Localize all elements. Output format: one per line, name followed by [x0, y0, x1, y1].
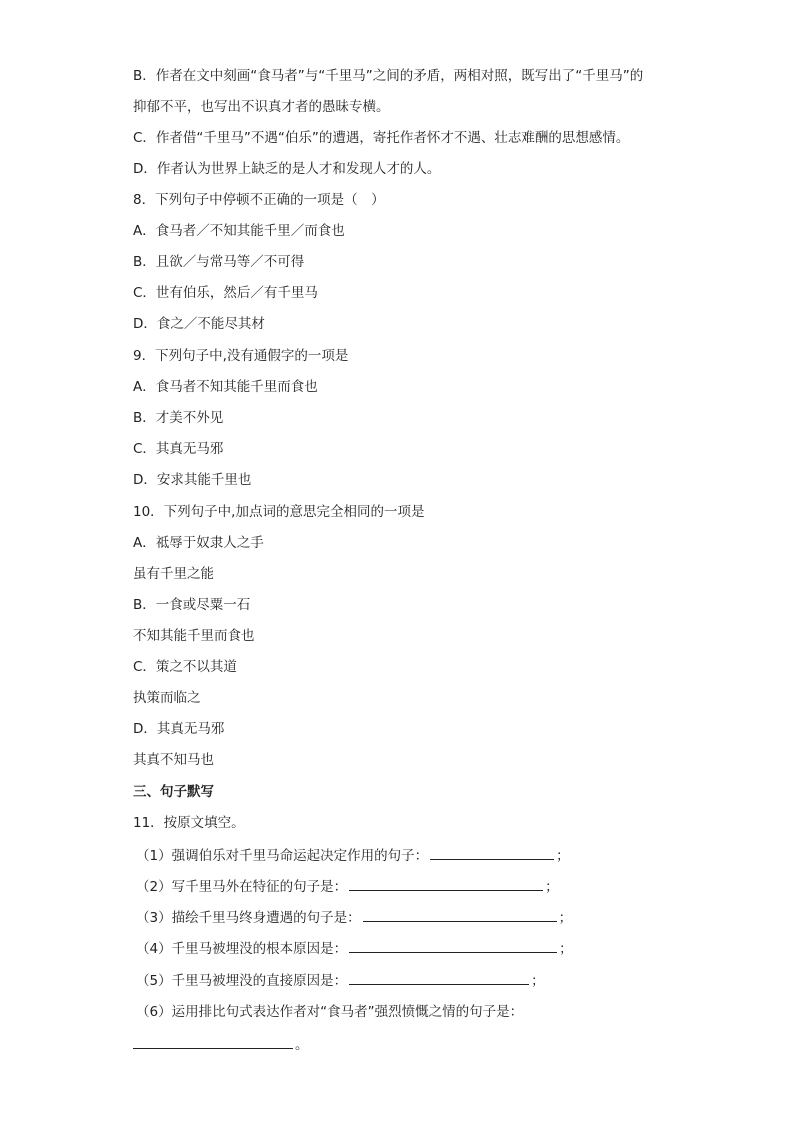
- q10-option-b-line2: 不知其能千里而食也: [133, 628, 255, 644]
- fill-item-end: ；: [558, 910, 573, 926]
- fill-item-label: （6）运用排比句式表达作者对“食马者”强烈愤慨之情的句子是：: [136, 1004, 524, 1020]
- q8-option-d: D．食之／不能尽其材: [133, 316, 265, 332]
- q7-option-c: C．作者借“千里马”不遇“伯乐”的遭遇，寄托作者怀才不遇、壮志难酬的思想感情。: [133, 130, 630, 146]
- fill-item-2: [136, 876, 559, 897]
- q9-option-c: C．其真无马邪: [133, 441, 224, 457]
- q8-option-c: C．世有伯乐，然后／有千里马: [133, 285, 318, 301]
- fill-item-label: （4）千里马被埋没的根本原因是：: [136, 941, 348, 957]
- q10-stem: 10．下列句子中,加点词的意思完全相同的一项是: [133, 504, 425, 520]
- q7-option-b-line1: B．作者在文中刻画“食马者”与“千里马”之间的矛盾，两相对照，既写出了“千里马”的: [133, 68, 644, 84]
- q11-stem: 11．按原文填空。: [133, 815, 245, 831]
- fill-item-label: （1）强调伯乐对千里马命运起决定作用的句子：: [136, 848, 429, 864]
- fill-item-label: （5）千里马被埋没的直接原因是：: [136, 973, 348, 989]
- q8-option-a: A．食马者／不知其能千里／而食也: [133, 223, 345, 239]
- q7-option-d: D．作者认为世界上缺乏的是人才和发现人才的人。: [133, 161, 441, 177]
- q8-option-b: B．且欲／与常马等／不可得: [133, 254, 305, 270]
- answer-blank[interactable]: [363, 907, 557, 922]
- q10-option-d-line1: D．其真无马邪: [133, 721, 225, 737]
- fill-item-end: ；: [559, 941, 573, 957]
- q10-option-b-line1: B．一食或尽粟一石: [133, 597, 251, 613]
- fill-item-5: [136, 970, 545, 991]
- answer-blank[interactable]: [430, 845, 554, 860]
- fill-item-end: 。: [295, 1037, 309, 1053]
- q10-option-d-line2: 其真不知马也: [133, 752, 214, 768]
- section-title: 三、句子默写: [133, 784, 214, 800]
- q9-option-b: B．才美不外见: [133, 410, 224, 426]
- fill-item-end: ；: [531, 973, 545, 989]
- q9-stem: 9．下列句子中,没有通假字的一项是: [133, 348, 349, 364]
- fill-item-6: [136, 1002, 523, 1022]
- q9-option-a: A．食马者不知其能千里而食也: [133, 379, 318, 395]
- q9-option-d: D．安求其能千里也: [133, 472, 252, 488]
- q10-option-c-line2: 执策而临之: [133, 690, 201, 706]
- answer-blank[interactable]: [133, 1034, 293, 1049]
- q7-option-b-line2: 抑郁不平，也写出不识真才者的愚昧专横。: [133, 99, 390, 115]
- answer-blank[interactable]: [349, 876, 543, 891]
- fill-item-end: ；: [556, 848, 570, 864]
- fill-item-3: [136, 907, 572, 928]
- fill-item-1: [136, 845, 570, 866]
- fill-item-label: （2）写千里马外在特征的句子是：: [136, 879, 348, 895]
- answer-blank[interactable]: [349, 938, 557, 953]
- q8-stem: 8．下列句子中停顿不正确的一项是（ ）: [133, 192, 385, 208]
- fill-item-end: ；: [545, 879, 559, 895]
- answer-blank[interactable]: [349, 970, 529, 985]
- q10-option-a-line2: 虽有千里之能: [133, 566, 214, 582]
- fill-item-label: （3）描绘千里马终身遭遇的句子是：: [136, 910, 361, 926]
- fill-item-6-answer: [133, 1034, 309, 1055]
- fill-item-4: [136, 938, 573, 959]
- q10-option-a-line1: A．祗辱于奴隶人之手: [133, 535, 264, 551]
- q10-option-c-line1: C．策之不以其道: [133, 659, 237, 675]
